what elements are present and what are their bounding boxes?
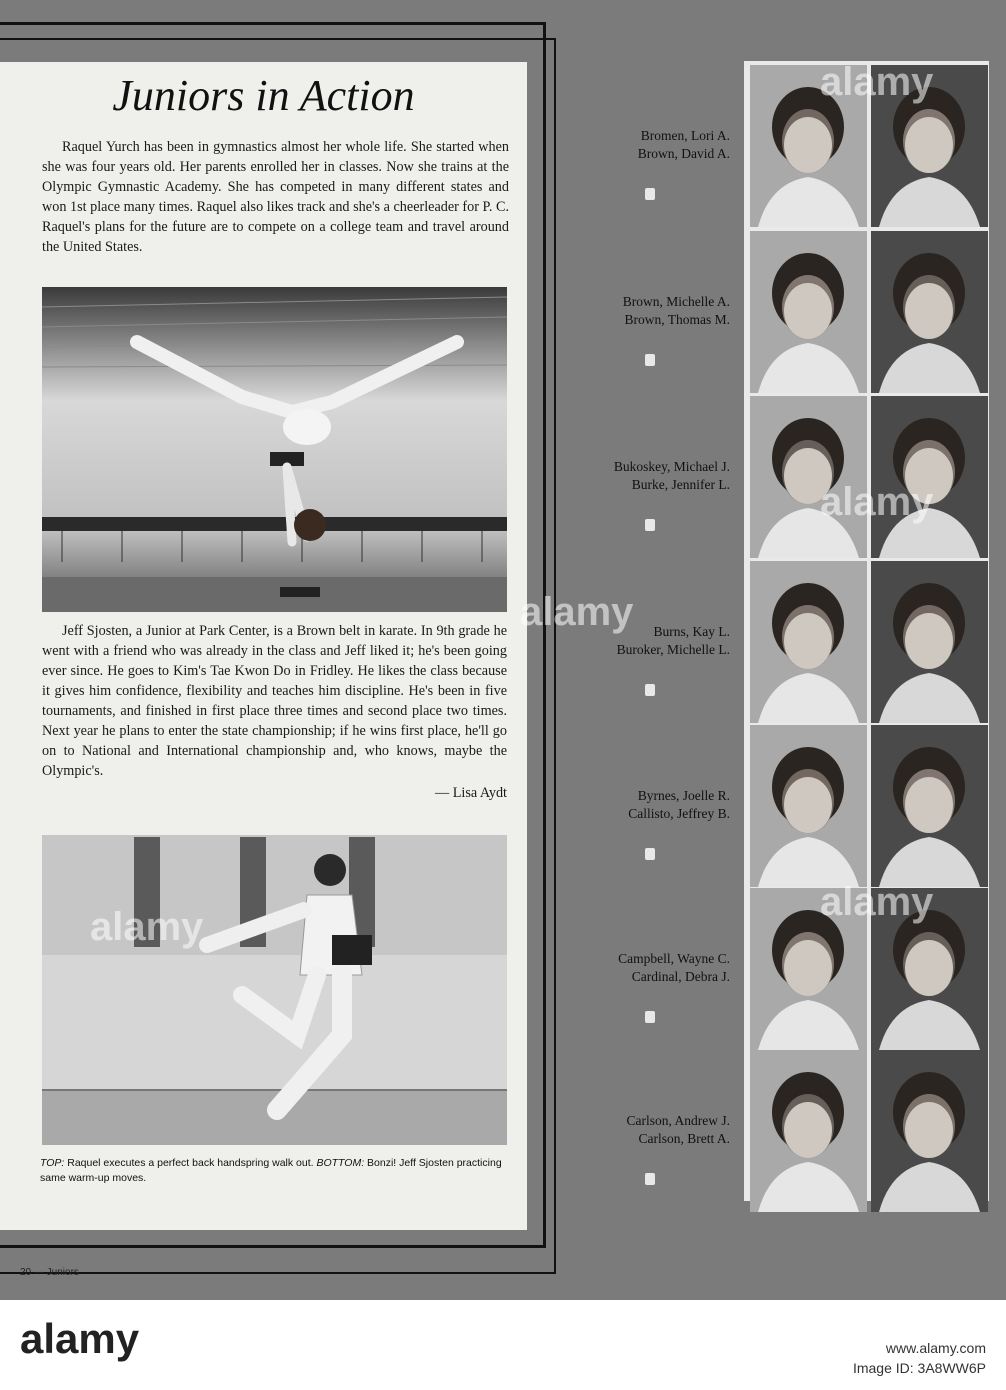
student-portrait xyxy=(871,396,988,558)
article-paragraph-karate: Jeff Sjosten, a Junior at Park Center, is a Brown belt in karate. In 9th grade he went with a friend who was already in the class and Jeff liked it; he's been going ever since. He goes to Kim's Tae Kwon Do in Fridley. He likes the class because it gives him confidence, flexibility and teaches him discipline. He's been in five tournaments, and finished in first place three times and second place two times. Next year he plans to enter the state championship; if he wins first place, he'll go on to National and International championship and, who knows, maybe the Olympic's. xyxy=(42,623,507,779)
row-marker xyxy=(645,519,655,531)
watermark-logo: alamy xyxy=(820,60,934,104)
student-portrait xyxy=(750,231,867,393)
name-pair xyxy=(540,787,730,823)
student-portrait xyxy=(750,1050,867,1212)
student-name: Carlson, Brett A. xyxy=(638,1131,730,1146)
article-byline: — Lisa Aydt xyxy=(435,785,507,801)
stock-brand-logo: alamy xyxy=(20,1315,140,1362)
stock-url: www.alamy.com xyxy=(885,1340,986,1356)
row-marker xyxy=(645,188,655,200)
student-name: Brown, Thomas M. xyxy=(624,312,730,327)
student-portrait xyxy=(750,725,867,887)
name-pair xyxy=(540,1112,730,1148)
student-name: Brown, David A. xyxy=(637,146,730,161)
article-paragraph-gymnastics: Raquel Yurch has been in gymnastics almost her whole life. She started when she was four years old. Her parents enrolled her in classes. Now she trains at the Olympic Gymnastic Academy. She has competed in many different states and won 1st place many times. Raquel also likes track and she's a cheerleader for P. C. Raquel's plans for the future are to compete on a college team and travel around the United States. xyxy=(42,139,509,255)
student-name: Callisto, Jeffrey B. xyxy=(628,806,730,821)
student-name: Burke, Jennifer L. xyxy=(631,477,730,492)
caption-bottom-text: Bonzi! Jeff Sjosten practicing same warm-up moves. xyxy=(40,1157,502,1184)
watermark-logo: alamy xyxy=(820,880,934,924)
row-marker xyxy=(645,848,655,860)
student-portrait xyxy=(750,561,867,723)
student-name: Brown, Michelle A. xyxy=(622,294,730,309)
article-title: Juniors in Action xyxy=(112,71,415,120)
student-name: Burns, Kay L. xyxy=(653,624,730,639)
watermark-logo: alamy xyxy=(520,590,634,634)
student-portrait xyxy=(750,396,867,558)
student-name: Buroker, Michelle L. xyxy=(616,642,730,657)
stock-watermark-bar xyxy=(0,1300,1006,1390)
row-marker xyxy=(645,1011,655,1023)
student-name: Bromen, Lori A. xyxy=(640,128,730,143)
watermark-logo: alamy xyxy=(820,480,934,524)
student-portrait xyxy=(871,561,988,723)
stock-image-id: Image ID: 3A8WW6P xyxy=(852,1360,986,1376)
student-portrait xyxy=(871,1050,988,1212)
page-footer: 20 — Juniors xyxy=(20,1267,79,1278)
student-name: Carlson, Andrew J. xyxy=(626,1113,730,1128)
row-marker xyxy=(645,684,655,696)
student-name: Byrnes, Joelle R. xyxy=(637,788,730,803)
name-pair xyxy=(540,127,730,163)
photo-caption xyxy=(40,1156,510,1186)
student-name: Campbell, Wayne C. xyxy=(618,951,730,966)
student-name: Bukoskey, Michael J. xyxy=(613,459,730,474)
student-portrait xyxy=(871,231,988,393)
name-pair xyxy=(540,458,730,494)
name-pair xyxy=(540,950,730,986)
caption-top-text: Raquel executes a perfect back handspring walk out. xyxy=(64,1157,317,1169)
gymnastics-photo xyxy=(42,287,507,612)
karate-photo xyxy=(42,835,507,1145)
student-name: Cardinal, Debra J. xyxy=(631,969,730,984)
name-pair xyxy=(540,293,730,329)
caption-bottom-label: BOTTOM: xyxy=(316,1157,365,1169)
caption-top-label: TOP: xyxy=(40,1157,65,1169)
watermark-logo: alamy xyxy=(90,905,204,949)
row-marker xyxy=(645,354,655,366)
student-portrait xyxy=(871,725,988,887)
row-marker xyxy=(645,1173,655,1185)
